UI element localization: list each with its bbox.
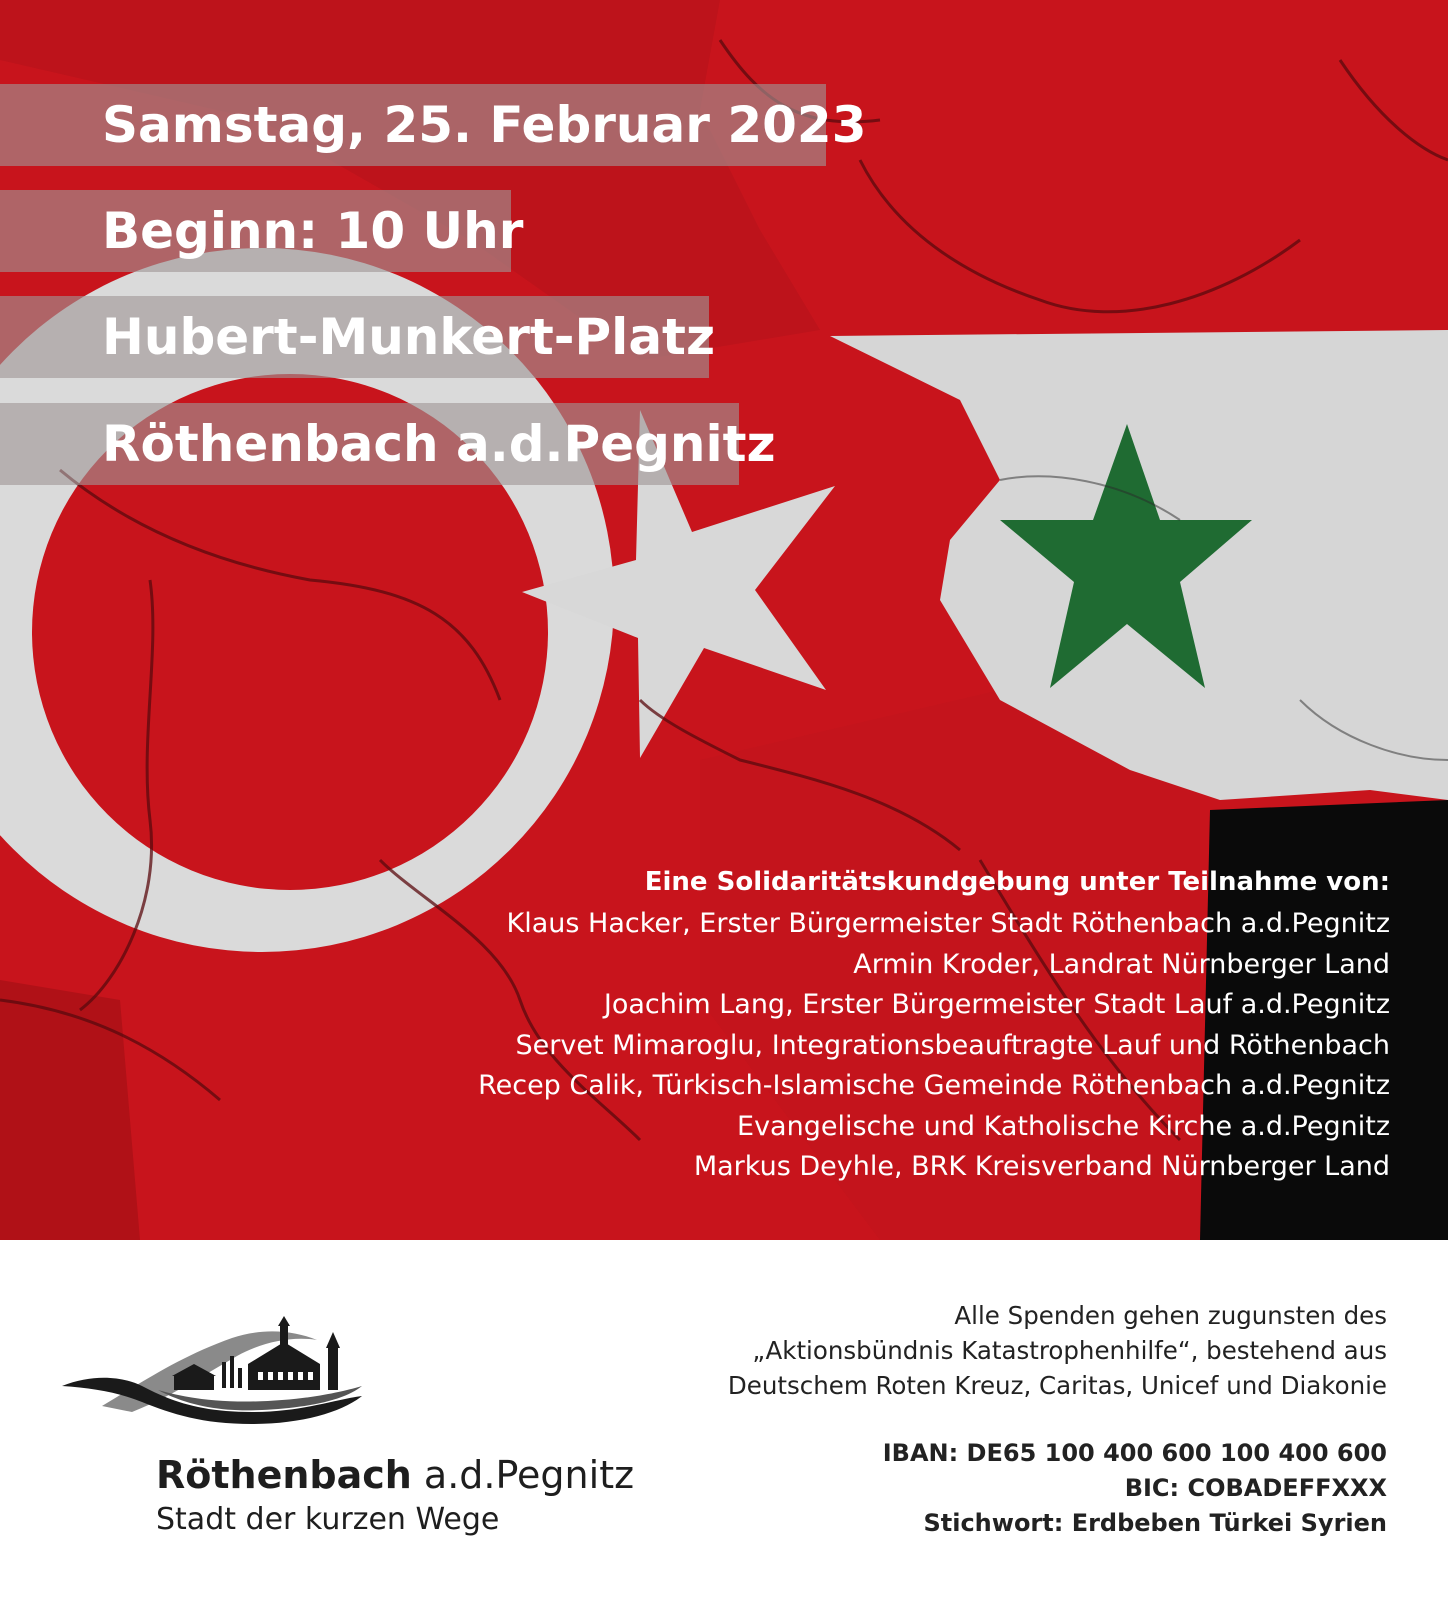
donation-text-line: „Aktionsbündnis Katastrophenhilfe“, bestehend aus	[752, 1336, 1387, 1365]
participant-item: Recep Calik, Türkisch-Islamische Gemeinde Röthenbach a.d.Pegnitz	[478, 1070, 1390, 1101]
bic: BIC: COBADEFFXXX	[1124, 1474, 1387, 1502]
participants-block	[330, 860, 1390, 1188]
donation-text-line: Deutschem Roten Kreuz, Caritas, Unicef und Diakonie	[727, 1371, 1387, 1400]
donation-text-line: Alle Spenden gehen zugunsten des	[954, 1301, 1387, 1330]
event-date: Samstag, 25. Februar 2023	[0, 84, 826, 166]
city-slogan: Stadt der kurzen Wege	[156, 1502, 500, 1537]
bank-details	[607, 1436, 1387, 1541]
donation-keyword: Stichwort: Erdbeben Türkei Syrien	[923, 1509, 1387, 1537]
participant-item: Armin Kroder, Landrat Nürnberger Land	[853, 948, 1390, 980]
participant-item: Klaus Hacker, Erster Bürgermeister Stadt Röthenbach a.d.Pegnitz	[506, 908, 1390, 939]
city-name-suffix: a.d.Pegnitz	[411, 1453, 635, 1497]
participant-item: Servet Mimaroglu, Integrationsbeauftragte Lauf und Röthenbach	[515, 1029, 1390, 1061]
event-start-time: Beginn: 10 Uhr	[0, 190, 511, 272]
event-place: Hubert-Munkert-Platz	[0, 296, 709, 378]
participants-heading: Eine Solidaritätskundgebung unter Teilnahme von:	[644, 867, 1390, 897]
city-skyline-logo	[62, 1316, 374, 1424]
footer	[0, 1240, 1448, 1601]
city-name	[156, 1452, 634, 1498]
donation-block	[607, 1298, 1387, 1541]
participant-item: Joachim Lang, Erster Bürgermeister Stadt Lauf a.d.Pegnitz	[603, 989, 1390, 1020]
event-town: Röthenbach a.d.Pegnitz	[0, 403, 739, 485]
participant-item: Evangelische und Katholische Kirche a.d.Pegnitz	[737, 1110, 1390, 1142]
iban: IBAN: DE65 100 400 600 100 400 600	[882, 1439, 1387, 1467]
participants-list	[330, 904, 1390, 1188]
city-name-bold: Röthenbach	[156, 1453, 412, 1497]
participant-item: Markus Deyhle, BRK Kreisverband Nürnberger Land	[693, 1151, 1390, 1182]
